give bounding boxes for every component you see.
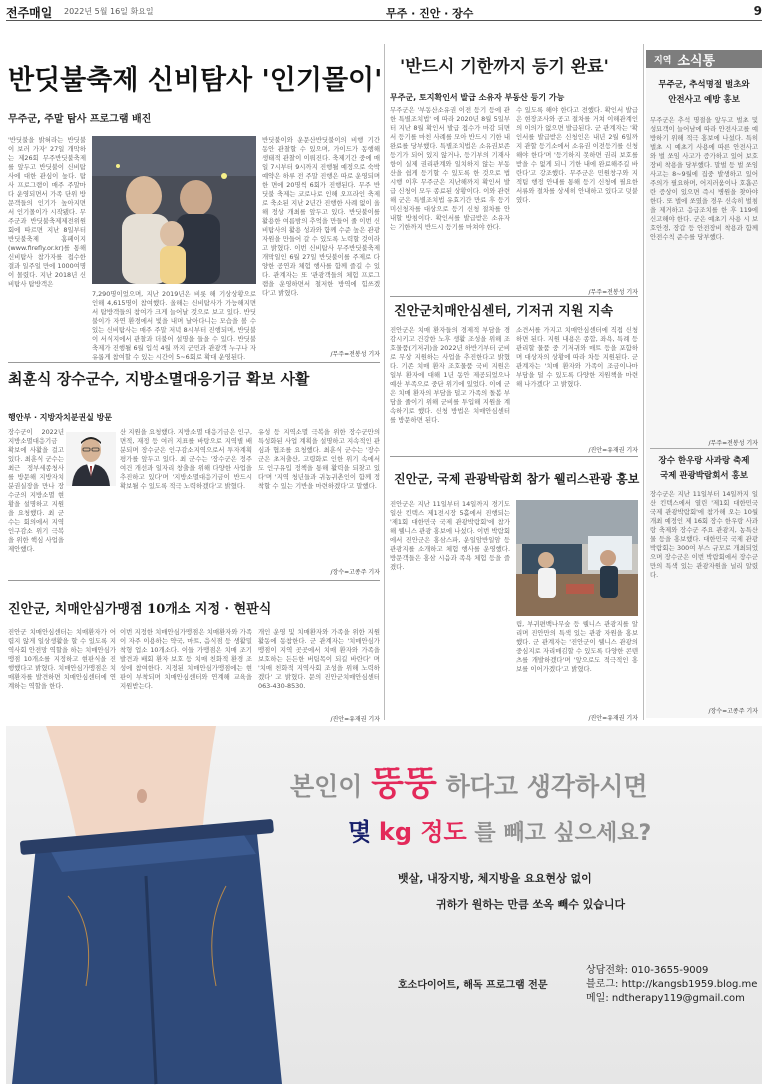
newspaper-logo: 전주매일 bbox=[6, 6, 53, 20]
ad-line2-end: 를 빼고 싶으세요? bbox=[474, 821, 652, 846]
mayor-byline: /장수=고종주 기자 bbox=[330, 569, 380, 576]
ad-blog: 블로그: http://kangsb1959.blog.me bbox=[586, 979, 758, 990]
diet-advertisement bbox=[6, 726, 762, 1084]
sidebar-item-1-body: 무주군은 추석 명절을 앞두고 벌초 및 성묘객이 늘어남에 따라 안전사고를 예방하기 위해 적극 홍보에 나섰다. 특히 벌초 시 예초기 사용에 따른 안전사고와 벌 쏘임 사고가 증가하고 있어 보호장비 착용을 당부했다. 말벌 등 벌 쏘임 사고는 8~9월에 집중 발생하고 있어 주의가 필요하며, 어지러움이나 호흡곤란 증상이 있으면 즉시 병원을 찾아야 한다. 또 벌에 쏘였을 경우 신속히 벌침을 제거하고 응급조치를 한 후 119에 신고해야 한다. 군은 예초기 사용 시 보호안경, 장갑 등 안전장비 착용과 함께 안전수칙 준수를 당부했다. bbox=[650, 116, 758, 241]
mayor-col2: 산 지원을 요청했다. 지방소멸 대응기금은 인구, 면적, 재정 등 여러 지표를 바탕으로 지역별 배분되며 장수군은 인구감소지역으로서 투자계획 평가를 앞두고 있다. 최 군수는 '장수군은 정주여건 개선과 일자리 창출을 위해 다양한 사업을 추진하고 있다'며 '지방소멸대응기금이 반드시 확보될 수 있도록 적극 노력하겠다'고 밝혔다. bbox=[120, 428, 252, 490]
sidebar-title: 소식통 bbox=[677, 53, 716, 69]
dementia-center-col2: 소견서를 가지고 치매안심센터에 직접 신청하면 된다. 지원 내용은 종합, 좌욕, 특례 등 관리할 물품 중 기저귀와 매트 등을 포함하며 대상자의 상황에 따라 차등 지원된다. 군 관계자는 '치매 환자와 가족이 조금이나마 부담을 덜 수 있도록 다양한 지원책을 마련해 나가겠다' 고 밝혔다. bbox=[516, 326, 638, 388]
ad-line1-end: 하다고 생각하시면 bbox=[445, 772, 648, 801]
tourism-col2: 림, 부귀편백나무숲 등 웰니스 관광지를 알리며 진안만의 특색 있는 관광 자원을 홍보했다. 군 관계자는 '진안군이 웰니스 관광의 중심지로 자리매김할 수 있도록 다양한 콘텐츠를 개발하겠다'며 '앞으로도 적극적인 홍보를 이어가겠다'고 밝혔다. bbox=[516, 620, 638, 673]
sidebar-item-2-headline: 장수 한우랑 사과랑 축제 국제 관광박람회서 홍보 bbox=[658, 456, 750, 481]
festival-col1: '반딧불을 밝혀라는 반딧불이 보러 가자' 27일 개막하는 제26회 무주반딧불축제를 앞두고 반딧불이 신비탐사에 대한 관심이 높다. 탐사 프로그램이 매주 주말마다 운영되면서 가족 단위 방문객들의 인기가 높아지면서 인기몰이가 시작됐다. 무주군과 반딧불축제제전위원회에 따르면 지난 8일부터 반딧불축제 홈페이지(www.firefly.or.kr)를 통해 신비탐사 참가자를 접수한 결과 일주일 만에 1000여명이 몰렸다. 지난 2018년 신비탐사 탐방객은 bbox=[8, 136, 86, 288]
registration-subhead: 무주군, 토지확인서 발급 소유자 부동산 등기 가능 bbox=[390, 93, 565, 102]
festival-col2: 7,290명이었으며, 지난 2019년은 비롯 해 기상상황으로 인해 4,615명이 참여했다. 올해는 신비탐사가 가능해지면서 탐방객들의 참여가 크게 늘어날 것으로 보고 있다. 반딧불이가 자연 환경에서 빛을 내며 날아다니는 모습을 볼 수 있는 신비탐사는 매주 주말 저녁 8시부터 진행되며, 반딧불이 서식지에서 관찰과 더불어 설명을 들을 수 있다. 반딧불축제가 진행될 6월 입석 4월 까지 군민과 관광객 누구나 자유롭게 참여할 수 있는 시간이 5~6회로 확대 운영된다. bbox=[92, 290, 256, 361]
dementia-village-col3: 개인 운영 및 치매환자와 가족을 위한 지원활동에 동참한다. 군 관계자는 '치매안심가맹점이 지역 곳곳에서 치매 환자와 가족을 보호하는 든든한 버팀목이 되길 바란다' 며 '치매 친화적 지역사회 조성을 위해 노력하겠다' 고 밝혔다. 문의 진안군치매안심센터 063-430-8530. bbox=[258, 628, 380, 690]
registration-byline: /무주=전봉성 기자 bbox=[588, 289, 638, 296]
ad-contact-block bbox=[586, 964, 757, 1006]
ad-line1-emphasis: 뚱뚱 bbox=[371, 764, 437, 804]
festival-photo bbox=[92, 136, 256, 284]
sidebar-divider bbox=[643, 44, 644, 720]
sidebar-item-1-byline: /무주=전봉성 기자 bbox=[708, 440, 758, 447]
tourism-photo bbox=[516, 500, 638, 616]
sidebar-header bbox=[646, 50, 762, 68]
ad-phone: 상담전화: 010-3655-9009 bbox=[586, 965, 709, 976]
mayor-top-divider bbox=[8, 362, 380, 363]
festival-subhead: 무주군, 주말 탐사 프로그램 배진 bbox=[8, 114, 152, 125]
mayor-visit-label: 행안부 · 지방자치분권실 방문 bbox=[8, 413, 113, 422]
tourism-col1: 진안군은 지난 11일부터 14일까지 경기도 일산 킨텍스 제1전시장 5홀에서 진행되는 '제1회 대한민국 국제 관광박람회'에 참가해 웰니스 관광 홍보에 나섰다. 이번 박람회에서 진안군은 홍삼스파, 운일암반일암 등 관광지를 소개하고 체험 행사를 운영했다. 방문객들은 홍삼 시음과 족욕 체험 등을 즐겼다. bbox=[390, 500, 510, 571]
festival-col3: 반딧불이와 운문산반딧불이의 비행 기간 동안 관찰할 수 있으며, 가이드가 동행해 생태적 관찰이 이뤄진다. 축제기간 중에 매일 7시부터 9시까지 진행될 예정으로 숙박예약은 하루 전 주말 진행은 따로 운영되며 한 면에 20명씩 6회가 진행된다. 무주 반딧불 축제는 코로나로 인해 오프라인 축제로 축소된 지난 2년간 진행한 사례 없이 올해 정상 개최를 앞두고 있다. 반딧불이를 활용한 여름밤의 추억을 만들어 줄 이번 신비탐사의 활용 성과와 함께 수준 높은 관광 자원을 만들어 갈 수 있도록 노력할 것이라고 밝혔다. 이번 신비탐사 무주반딧불축제 개막일인 6월 27일 반딧불이를 주제로 다양한 공연과 체험 행사를 함께 즐길 수 있다. 관계자는 또 '관광객들의 체험 프로그램을 운영하면서 철저한 방역에 힘쓰겠다'고 밝혔다. bbox=[262, 136, 380, 297]
sidebar-item-2-byline: /장수=고종주 기자 bbox=[708, 708, 758, 715]
masthead-divider bbox=[6, 20, 762, 21]
page-number: 9 bbox=[753, 4, 762, 18]
dementia-village-headline: 진안군, 치매안심가맹점 10개소 지정 · 현판식 bbox=[8, 602, 272, 617]
festival-photo-image bbox=[92, 136, 256, 284]
dementia-center-byline: /진안=유재권 기자 bbox=[588, 447, 638, 454]
dementia-village-col1: 진안군 치매안심센터는 치매환자가 어렵지 않게 일상생활을 할 수 있도록 지역사회 안전망 역할을 하는 치매안심가맹점 10개소를 지정하고 현판식을 진행했다고 밝혔다. 치매안심가맹점은 치매환자를 발견하면 치매안심센터에 연계하는 역할을 한다. bbox=[8, 628, 116, 690]
issue-date: 2022년 5월 16일 화요일 bbox=[64, 7, 154, 16]
festival-headline: 반딧불축제 신비탐사 '인기몰이' bbox=[8, 65, 383, 96]
ad-email: 메일: ndtherapy119@gmail.com bbox=[586, 993, 745, 1004]
ad-program-label: 호소다이어트, 해독 프로그램 전문 bbox=[398, 980, 548, 991]
mayor-bottom-divider bbox=[8, 580, 380, 581]
ad-line2-emphasis: kg 정도 bbox=[378, 818, 467, 846]
tourism-photo-image bbox=[516, 500, 638, 616]
tourism-headline: 진안군, 국제 관광박람회 참가 웰리스관광 홍보 bbox=[394, 472, 640, 486]
dementia-center-divider bbox=[390, 456, 638, 457]
festival-byline: /무주=전봉성 기자 bbox=[330, 351, 380, 358]
ad-line2-start: 몇 bbox=[348, 818, 372, 846]
column-divider bbox=[384, 44, 385, 720]
dementia-village-byline: /진안=유재권 기자 bbox=[330, 716, 380, 723]
ad-line1-start: 본인이 bbox=[290, 772, 363, 801]
tourism-byline: /진안=유재권 기자 bbox=[588, 715, 638, 722]
mayor-portrait bbox=[66, 432, 116, 486]
registration-col2: 수 있도록 해야 한다고 전했다. 확인서 발급은 현장조사와 공고 절차를 거쳐 이해관계인의 이의가 없으면 발급된다. 군 관계자는 '확인서를 발급받은 신청인은 내년 2월 6일까지 관할 등기소에서 소유권 이전등기를 신청해야 한다'며 '등기하지 못하면 권리 보호를 받을 수 없게 되니 기한 내에 완료해주길 바란다'고 강조했다. 무주군은 민원창구와 지적팀 행정 안내를 통해 등기 신청에 필요한 서류와 절차를 상세히 안내하고 있다고 덧붙였다. bbox=[516, 106, 638, 204]
ad-tagline-2: 귀하가 원하는 만큼 쏘옥 빼수 있습니다 bbox=[436, 898, 626, 911]
mayor-portrait-image bbox=[66, 432, 116, 486]
sidebar-label: 지역 bbox=[654, 55, 672, 66]
registration-divider bbox=[390, 296, 638, 297]
section-title: 무주 · 진안 · 장수 bbox=[386, 7, 474, 20]
registration-col1: 무주군은 '부동산소유권 이전 등기 등에 관한 특별조치법' 에 따라 2020년 8월 5일부터 지난 8월 확인서 발급 접수가 마감 되면서 등기를 마친 사례를 모아 반드시 기한 내 완료를 당부했다. 특별조치법은 소유권보존등기가 되어 있지 않거나, 등기부의 기재사항이 실제 권리관계와 일치하지 않는 부동산을 쉽게 등기할 수 있도록 한 것으로 법 시행 이후 무주군은 지난해까지 확인서 발급 신청이 모두 종료된 상황이다. 이와 관련해 군은 특별조치법 유효기간 만료 후 등기 미신청자를 대상으로 등기 신청 절차를 안내할 방침이다. 확인서를 발급받은 소유자는 기한까지 반드시 등기를 마쳐야 한다. bbox=[390, 106, 510, 231]
sidebar-item-divider bbox=[650, 448, 758, 449]
ad-body-image bbox=[6, 726, 306, 1084]
sidebar-item-2-body: 장수군은 지난 11일부터 14일까지 일산 킨텍스에서 열린 '제1회 대한민국 국제 관광박람회'에 참가해 오는 10월 개최 예정인 제 16회 장수 한우랑 사과랑 축제와 장수군 주요 관광지, 농특산물 등을 홍보했다. 대한민국 국제 관광박람회는 300여 부스 규모로 개최되었으며 장수군은 이번 박람회에서 장수군만의 특색 있는 관광자원을 널리 알렸다. bbox=[650, 490, 758, 579]
mayor-headline: 최훈식 장수군수, 지방소멸대응기금 확보 사활 bbox=[8, 370, 310, 388]
registration-headline: '반드시 기한까지 등기 완료' bbox=[400, 57, 609, 77]
ad-tagline-1: 뱃살, 내장지방, 체지방을 요요현상 없이 bbox=[398, 872, 592, 885]
dementia-center-col1: 진안군은 치매 환자들의 경제적 부담을 경감시키고 건강한 노후 생활 조성을 위해 조호물품(기저귀)을 2022년 하반기부터 군비로 무상 지원하는 사업을 추진한다고 밝혔다. 기존 치매 환자 조호물품 국비 지원은 일부 환자에 대해 1년 동안 제공되었으나 예산 부족으로 중단 위기에 있었다. 이에 군은 치매 환자의 부담을 덜고 가족의 돌봄 부담을 줄이기 위해 군비를 투입해 지원을 계속하기로 했다. 신청 방법은 치매안심센터를 방문하면 된다. bbox=[390, 326, 510, 424]
mayor-col1: 장수군이 2022년 지방소멸대응기금 확보에 사활을 걸고 있다. 최훈식 군수는 최근 정부세종청사를 방문해 지방자치분권실장을 만나 장수군의 지방소멸 현황을 설명하고 지원을 요청했다. 최 군수는 회의에서 지역 인구감소 위기 극복을 위한 핵심 사업을 제안했다. bbox=[8, 428, 64, 553]
mayor-col3: 유성 등 지역소멸 극복을 위한 장수군만의 특성화된 사업 계획을 설명하고 지속적인 관심과 협조를 요청했다. 최훈식 군수는 '장수군은 초저출산, 고령화로 인한 위기 속에서도 인구유입 정책을 통해 활력을 되찾고 있다'며 '지역 청년들과 귀농귀촌인이 함께 정착할 수 있는 기반을 마련하겠다'고 말했다. bbox=[258, 428, 380, 490]
mayor-col1b bbox=[66, 490, 116, 578]
sidebar-item-1-headline: 무주군, 추석명절 벌초와 안전사고 예방 홍보 bbox=[658, 80, 750, 105]
sidebar bbox=[646, 50, 762, 718]
dementia-village-col2: 이번 지정한 치매안심가맹점은 치매환자와 가족이 자주 이용하는 약국, 마트, 음식점 등 생활밀착형 업소 10개소다. 이들 가맹점은 치매 조기 발견과 배회 환자 보호 등 치매 친화적 환경 조성에 참여한다. 지정된 치매안심가맹점에는 현판이 부착되며 치매안심센터와 연계해 교육을 지원받는다. bbox=[120, 628, 252, 690]
dementia-center-headline: 진안군치매안심센터, 기저귀 지원 지속 bbox=[394, 304, 614, 319]
masthead bbox=[6, 4, 764, 20]
